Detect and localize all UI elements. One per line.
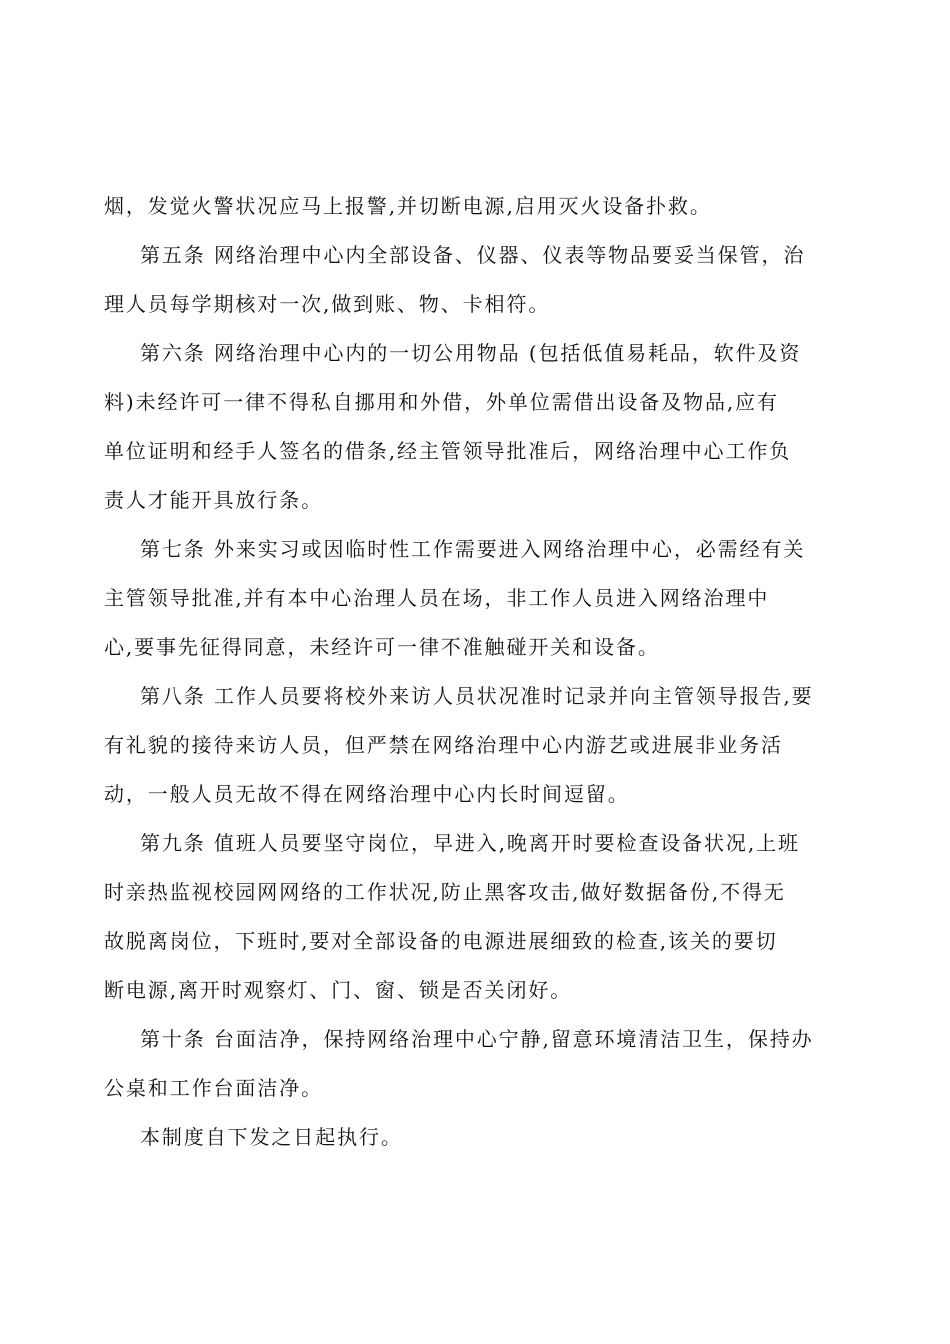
article-9-heading-line: 第九条 值班人员要坚守岗位，早进入,晚离开时要检查设备状况,上班 (140, 831, 800, 855)
text-line: 动，一般人员无故不得在网络治理中心内长时间逗留。 (104, 782, 630, 806)
text-line: 故脱离岗位，下班时,要对全部设备的电源进展细致的检查,该关的要切 (104, 929, 778, 953)
text-line: 主管领导批准,并有本中心治理人员在场，非工作人员进入网络治理中 (104, 586, 770, 610)
text-line: 有礼貌的接待来访人员，但严禁在网络治理中心内游艺或进展非业务活 (104, 733, 783, 757)
text-line: 烟，发觉火警状况应马上报警,并切断电源,启用灭火设备扑救。 (104, 194, 712, 218)
effective-date-line: 本制度自下发之日起执行。 (140, 1125, 403, 1149)
article-7-heading-line: 第七条 外来实习或因临时性工作需要进入网络治理中心，必需经有关 (140, 537, 806, 561)
document-body (104, 186, 834, 1166)
text-line: 时亲热监视校园网网络的工作状况,防止黑客攻击,做好数据备份,不得无 (104, 880, 786, 904)
text-line: 心,要事先征得同意，未经许可一律不准触碰开关和设备。 (104, 635, 660, 659)
article-8-heading-line: 第八条 工作人员要将校外来访人员状况准时记录并向主管领导报告,要 (140, 684, 814, 708)
text-line: 责人才能开具放行条。 (104, 488, 323, 512)
text-line: 断电源,离开时观察灯、门、窗、锁是否关闭好。 (104, 978, 573, 1002)
text-line: 理人员每学期核对一次,做到账、物、卡相符。 (104, 292, 551, 316)
text-line: 公桌和工作台面洁净。 (104, 1076, 323, 1100)
text-line: 料)未经许可一律不得私自挪用和外借，外单位需借出设备及物品,应有 (104, 390, 779, 414)
article-10-heading-line: 第十条 台面洁净，保持网络治理中心宁静,留意环境清洁卫生，保持办 (140, 1027, 814, 1051)
article-5-heading-line: 第五条 网络治理中心内全部设备、仪器、仪表等物品要妥当保管，治 (140, 243, 806, 267)
article-6-heading-line: 第六条 网络治理中心内的一切公用物品 (包括低值易耗品，软件及资 (140, 341, 802, 365)
text-line: 单位证明和经手人签名的借条,经主管领导批准后，网络治理中心工作负 (104, 439, 792, 463)
